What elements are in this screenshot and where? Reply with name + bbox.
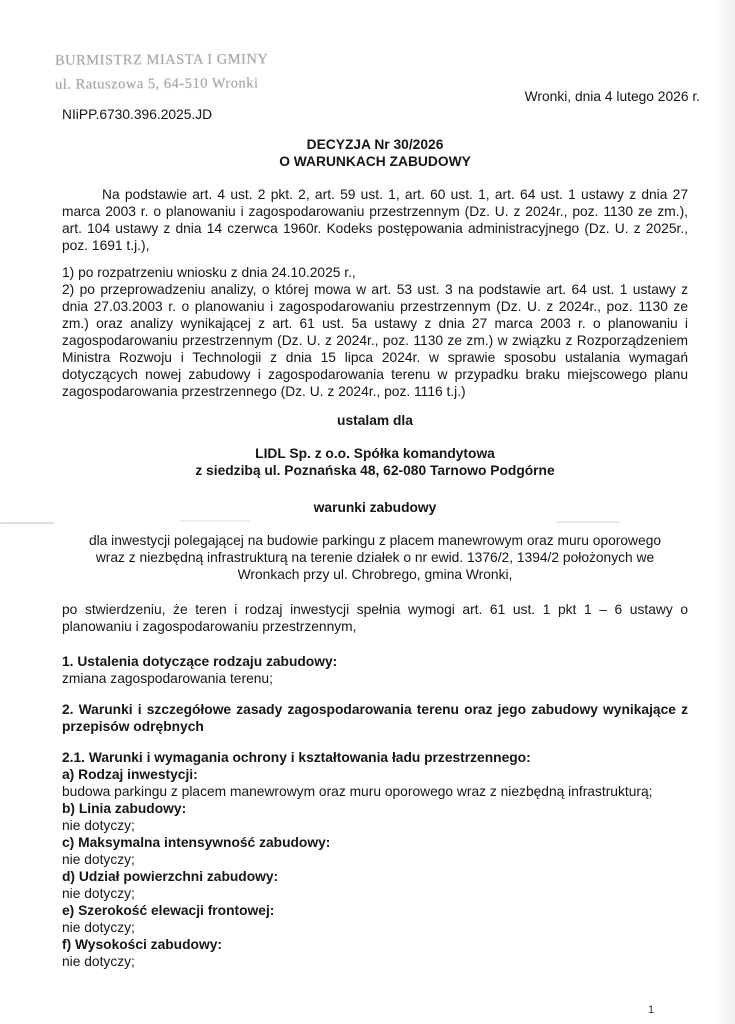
section-1-body: zmiana zagospodarowania terenu; [62,671,273,686]
section-2-heading: 2. Warunki i szczegółowe zasady zagospodarowania terenu oraz jego zabudowy wynikające z przepisów odrębnych [62,702,688,734]
condition-value: nie dotyczy; [62,920,135,935]
condition-label: d) Udział powierzchni zabudowy: [62,869,279,884]
compliance-statement: po stwierdzeniu, że teren i rodzaj inwestycji spełnia wymogi art. 61 ust. 1 pkt 1 – 6 ustawy o planowaniu i zagospodarowaniu przestrzennym, [62,602,688,634]
condition-entry [62,868,688,902]
title-line-1: DECYZJA Nr 30/2026 [306,137,444,152]
condition-value: budowa parkingu z placem manewrowym oraz muru oporowego wraz z niezbędną infrastrukturą; [62,784,653,799]
scan-artifact [0,522,54,524]
condition-label: a) Rodzaj inwestycji: [62,767,198,782]
legal-basis-paragraph: Na podstawie art. 4 ust. 2 pkt. 2, art. 59 ust. 1, art. 60 ust. 1, art. 64 ust. 1 ustawy z dnia 27 marca 2003 r. o planowaniu i zagospodarowaniu przestrzennym (Dz. U. z 2024r., poz. 1130 ze zm.), art. 104 ustawy z dnia 14 czerwca 1960r. Kodeks postępowania administracyjnego (Dz. U. z 2025r., poz. 1691 t.j.), [62,187,688,253]
document-body [0,136,735,970]
consideration-item-2: 2) po przeprowadzeniu analizy, o której mowa w art. 53 ust. 3 na podstawie art. 64 ust. 1 ustawy z dnia 27.03.2003 r. o planowaniu i zagospodarowaniu przestrzennym (Dz. U. z 2024r., poz. 1130 ze zm.) oraz analizy wynikającej z art. 61 ust. 5a ustawy z dnia 27 marca 2003 r. o planowaniu i zagospodarowaniu przestrzennym (Dz. U. z 2024r., poz. 1130 ze zm.) w związku z Rozporządzeniem Ministra Rozwoju i Technologii z dnia 15 lipca 2024r. w sprawie sposobu ustalania wymagań dotyczących nowej zabudowy i zagospodarowania terenu w przypadku braku miejscowego planu zagospodarowania przestrzennego (Dz. U. z 2024r., poz. 1116 t.j.) [62,282,688,399]
applicant-block [62,445,688,479]
investment-description: dla inwestycji polegającej na budowie parkingu z placem manewrowym oraz muru oporowego wraz z niezbędną infrastrukturą na terenie działek o nr ewid. 1376/2, 1394/2 położonych we Wronkach przy ul. Chrobrego, gmina Wronki, [88,533,662,582]
stamp-line-issuer: BURMISTRZ MIASTA I GMINY [54,51,269,69]
condition-value: nie dotyczy; [62,852,135,867]
section-2-1-heading: 2.1. Warunki i wymagania ochrony i kształtowania ładu przestrzennego: [62,750,531,765]
scan-artifact [180,520,250,522]
title-line-2: O WARUNKACH ZABUDOWY [279,154,471,169]
page-number: 1 [648,1004,655,1016]
reference-number: NIiPP.6730.396.2025.JD [62,107,213,122]
warunki-zabudowy-heading: warunki zabudowy [313,500,437,515]
condition-label: e) Szerokość elewacji frontowej: [62,903,275,918]
section-1 [62,653,688,687]
condition-value: nie dotyczy; [62,954,135,969]
condition-label: c) Maksymalna intensywność zabudowy: [62,835,331,850]
decision-title [62,136,688,170]
condition-entry [62,800,688,834]
condition-label: b) Linia zabudowy: [62,801,187,816]
condition-entry [62,834,688,868]
condition-value: nie dotyczy; [62,886,135,901]
scan-artifact [556,521,620,523]
consideration-item-1: 1) po rozpatrzeniu wniosku z dnia 24.10.2025 r., [62,265,356,280]
condition-entry [62,936,688,970]
condition-entry [62,902,688,936]
condition-label: f) Wysokości zabudowy: [62,937,222,952]
applicant-address: z siedzibą ul. Poznańska 48, 62-080 Tarnowo Podgórne [195,463,555,478]
issuer-stamp [55,47,269,96]
section-1-heading: 1. Ustalenia dotyczące rodzaju zabudowy: [62,654,338,669]
stamp-line-address: ul. Ratuszowa 5, 64-510 Wronki [55,75,259,93]
document-header [0,0,735,128]
applicant-name: LIDL Sp. z o.o. Spółka komandytowa [255,446,495,461]
ustalam-dla-heading: ustalam dla [337,413,413,428]
date-line: Wronki, dnia 4 lutego 2026 r. [524,89,700,104]
section-2-1 [62,749,688,970]
condition-value: nie dotyczy; [62,818,135,833]
condition-entry [62,766,688,800]
